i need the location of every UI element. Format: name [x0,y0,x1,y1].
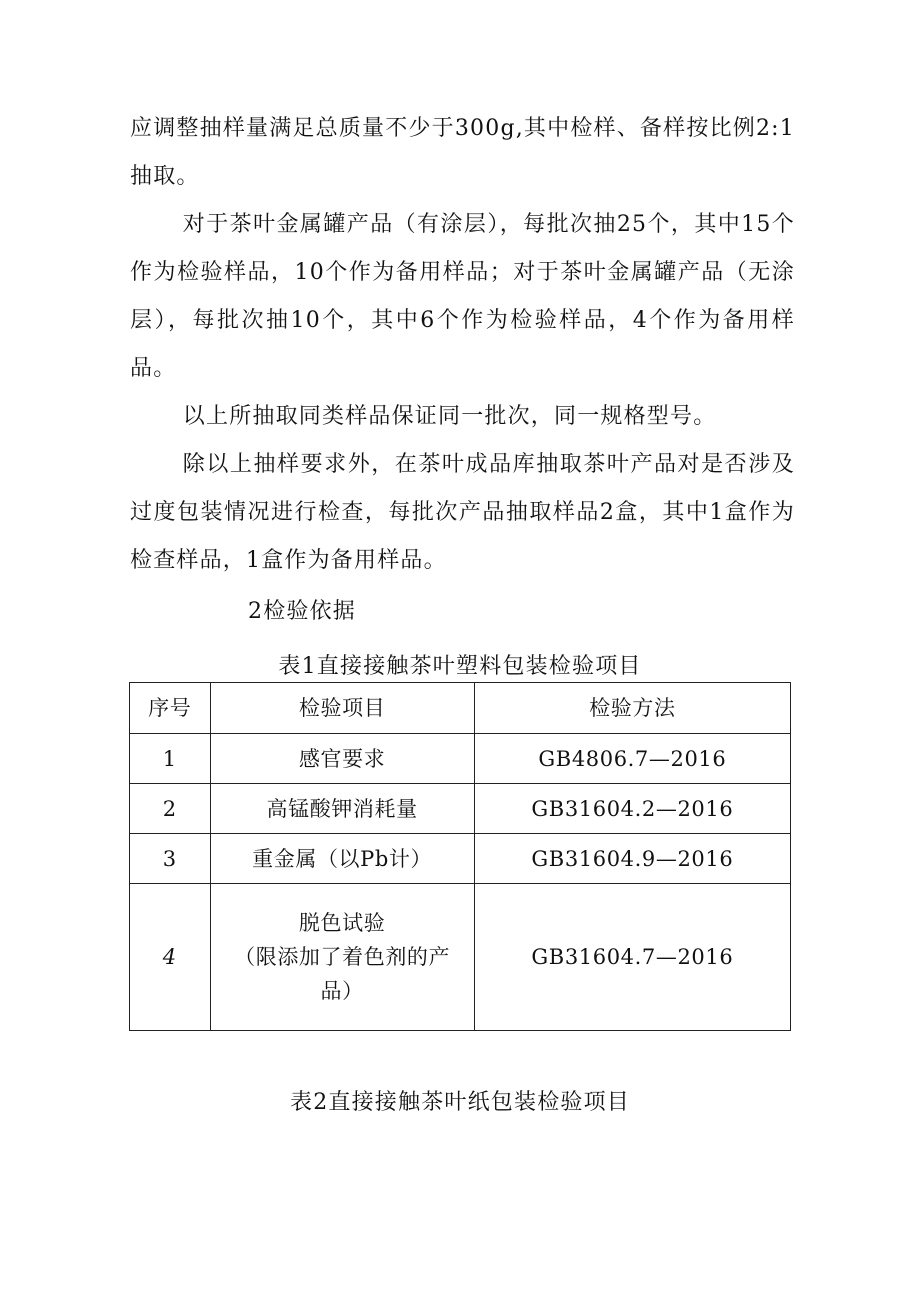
item-line: 脱色试验 [298,911,386,935]
cell-serial-no: 2 [130,784,211,834]
cell-serial-no: 1 [130,734,211,784]
cell-serial-no: 3 [130,834,211,884]
cell-inspection-method: GB31604.2—2016 [474,784,790,834]
table2-caption: 表2直接接触茶叶纸包装检验项目 [290,1090,630,1115]
item-line: （限添加了着色剂的产 [234,945,451,969]
table1-caption: 表1直接接触茶叶塑料包装检验项目 [278,654,642,679]
cell-serial-no: 4 [130,884,211,1031]
cell-inspection-method: GB31604.9—2016 [474,834,790,884]
cell-inspection-method: GB4806.7—2016 [474,734,790,784]
table-row [130,734,791,784]
header-serial-no: 序号 [130,683,211,734]
paragraph-sampling-weight: 应调整抽样量满足总质量不少于300g,其中检样、备样按比例2:1抽取。 [130,116,795,189]
table1-plastic-packaging [129,682,791,1031]
table-row [130,784,791,834]
paragraph-metal-can-sampling: 对于茶叶金属罐产品（有涂层），每批次抽25个，其中15个作为检验样品，10个作为备用样品；对于茶叶金属罐产品（无涂层），每批次抽10个，其中6个作为检验样品，4个作为备用样品。 [130,212,795,381]
table-header-row [130,683,791,734]
table-row [130,884,791,1031]
cell-inspection-item [210,884,474,1031]
cell-inspection-method: GB31604.7—2016 [474,884,790,1031]
section-heading: 2检验依据 [248,599,356,624]
paragraph-same-batch: 以上所抽取同类样品保证同一批次，同一规格型号。 [182,404,717,429]
paragraph-overpackaging-check: 除以上抽样要求外，在茶叶成品库抽取茶叶产品对是否涉及过度包装情况进行检查，每批次产品抽取样品2盒，其中1盒作为检查样品，1盒作为备用样品。 [130,452,795,573]
item-line: 品） [320,979,364,1003]
table-row [130,834,791,884]
cell-inspection-item: 高锰酸钾消耗量 [210,784,474,834]
header-inspection-method: 检验方法 [474,683,790,734]
header-inspection-item: 检验项目 [210,683,474,734]
cell-inspection-item: 感官要求 [210,734,474,784]
cell-inspection-item: 重金属（以Pb计） [210,834,474,884]
